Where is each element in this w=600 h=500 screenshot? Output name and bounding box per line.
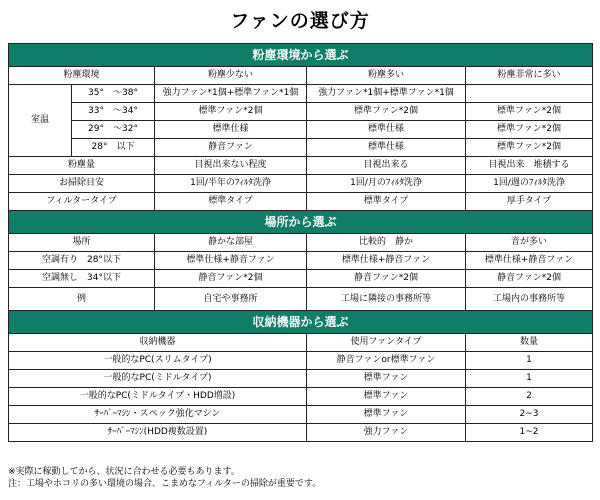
dust-info-label: 粉塵量	[9, 157, 155, 175]
storage-row	[9, 352, 593, 370]
temp-range: 29° ～32°	[72, 121, 155, 139]
storage-device: 一般的なPC(ミドルタイプ・HDD増設)	[9, 388, 307, 406]
temp-range: 28° 以下	[72, 139, 155, 157]
dust-col-head-low: 粉塵少ない	[155, 67, 307, 85]
temp-range: 33° ～34°	[72, 103, 155, 121]
place-col-head-noisy: 音が多い	[466, 234, 593, 252]
temp-cell: 標準ファン*2個	[466, 103, 593, 121]
place-cell: 自宅や事務所	[155, 288, 307, 311]
storage-row	[9, 388, 593, 406]
temp-cell: 強力ファン*1個+標準ファン*1個	[155, 85, 307, 103]
dust-info-row	[9, 193, 593, 211]
place-cell: 標準仕様+静音ファン	[155, 252, 307, 270]
storage-section-header: 収納機器から選ぶ	[9, 311, 593, 334]
dust-col-head-env: 粉塵環境	[9, 67, 155, 85]
dust-section-header: 粉塵環境から選ぶ	[9, 44, 593, 67]
temp-cell: 標準仕様	[307, 121, 466, 139]
place-column-header-row	[9, 234, 593, 252]
storage-qty: 1	[466, 352, 593, 370]
temp-cell: 標準ファン*2個	[466, 121, 593, 139]
storage-qty: 2	[466, 388, 593, 406]
place-cell: 工場内の事務所等	[466, 288, 593, 311]
fan-selection-table	[8, 43, 593, 442]
storage-device: 一般的なPC(ミドルタイプ)	[9, 370, 307, 388]
place-col-head-fairly-quiet: 比較的 静か	[307, 234, 466, 252]
dust-info-cell: 目視出来ない程度	[155, 157, 307, 175]
storage-row	[9, 424, 593, 442]
place-col-head-place: 場所	[9, 234, 155, 252]
storage-col-head-device: 収納機器	[9, 334, 307, 352]
storage-fan: 標準ファン	[307, 388, 466, 406]
place-section-header: 場所から選ぶ	[9, 211, 593, 234]
footnotes	[8, 466, 321, 490]
dust-info-cell: 1回/半年のﾌｨﾙﾀ洗浄	[155, 175, 307, 193]
dust-info-cell: 厚手タイプ	[466, 193, 593, 211]
storage-fan: 静音ファンor標準ファン	[307, 352, 466, 370]
storage-fan: 標準ファン	[307, 370, 466, 388]
dust-info-cell: 標準タイプ	[307, 193, 466, 211]
temp-range: 35° ～38°	[72, 85, 155, 103]
place-cell: 標準仕様+静音ファン	[307, 252, 466, 270]
temp-row	[9, 85, 593, 103]
dust-info-cell: 1回/週のﾌｨﾙﾀ洗浄	[466, 175, 593, 193]
storage-row	[9, 406, 593, 424]
storage-row	[9, 370, 593, 388]
storage-fan: 強力ファン	[307, 424, 466, 442]
temp-cell	[466, 85, 593, 103]
temp-cell: 標準ファン*2個	[155, 103, 307, 121]
dust-info-cell: 目視出来 堆積する	[466, 157, 593, 175]
storage-device: 一般的なPC(スリムタイプ)	[9, 352, 307, 370]
place-cell: 静音ファン*2個	[466, 270, 593, 288]
place-row	[9, 252, 593, 270]
footnote: 注：工場やホコリの多い環境の場合、こまめなフィルターの掃除が重要です。	[8, 479, 322, 489]
dust-info-cell: 標準タイプ	[155, 193, 307, 211]
place-col-head-quiet: 静かな部屋	[155, 234, 307, 252]
storage-device: ｻｰﾊﾞｰﾏｼﾝ・スペック強化マシン	[9, 406, 307, 424]
storage-fan: 標準ファン	[307, 406, 466, 424]
dust-info-row	[9, 157, 593, 175]
dust-info-label: お掃除目安	[9, 175, 155, 193]
dust-info-row	[9, 175, 593, 193]
place-label: 空調無し 34°以下	[9, 270, 155, 288]
temp-cell: 強力ファン*1個+標準ファン*1個	[307, 85, 466, 103]
temp-row	[9, 121, 593, 139]
temp-cell: 標準ファン*2個	[466, 139, 593, 157]
temp-row	[9, 103, 593, 121]
temp-cell: 標準ファン*2個	[307, 103, 466, 121]
place-cell: 静音ファン*2個	[155, 270, 307, 288]
dust-col-head-high: 粉塵多い	[307, 67, 466, 85]
storage-device: ｻｰﾊﾞｰﾏｼﾝ(HDD複数設置)	[9, 424, 307, 442]
place-row	[9, 288, 593, 311]
footnote: ※実際に稼動してから、状況に合わせる必要もあります。	[8, 467, 240, 477]
dust-info-cell: 目視出来る	[307, 157, 466, 175]
place-label: 空調有り 28°以下	[9, 252, 155, 270]
room-temp-label: 室温	[9, 85, 72, 157]
temp-cell: 標準仕様	[155, 121, 307, 139]
storage-col-head-qty: 数量	[466, 334, 593, 352]
storage-qty: 1~2	[466, 424, 593, 442]
storage-col-head-fan: 使用ファンタイプ	[307, 334, 466, 352]
storage-qty: 1	[466, 370, 593, 388]
place-cell: 静音ファン*2個	[307, 270, 466, 288]
dust-info-cell: 1回/月のﾌｨﾙﾀ洗浄	[307, 175, 466, 193]
place-cell: 工場に隣接の事務所等	[307, 288, 466, 311]
page-title: ファンの選び方	[230, 10, 370, 32]
storage-column-header-row	[9, 334, 593, 352]
dust-col-head-very-high: 粉塵非常に多い	[466, 67, 593, 85]
place-label: 例	[9, 288, 155, 311]
dust-column-header-row	[9, 67, 593, 85]
place-cell: 標準仕様+静音ファン	[466, 252, 593, 270]
storage-qty: 2~3	[466, 406, 593, 424]
place-row	[9, 270, 593, 288]
temp-row	[9, 139, 593, 157]
dust-info-label: フィルタータイプ	[9, 193, 155, 211]
temp-cell: 静音ファン	[155, 139, 307, 157]
temp-cell: 標準仕様	[307, 139, 466, 157]
